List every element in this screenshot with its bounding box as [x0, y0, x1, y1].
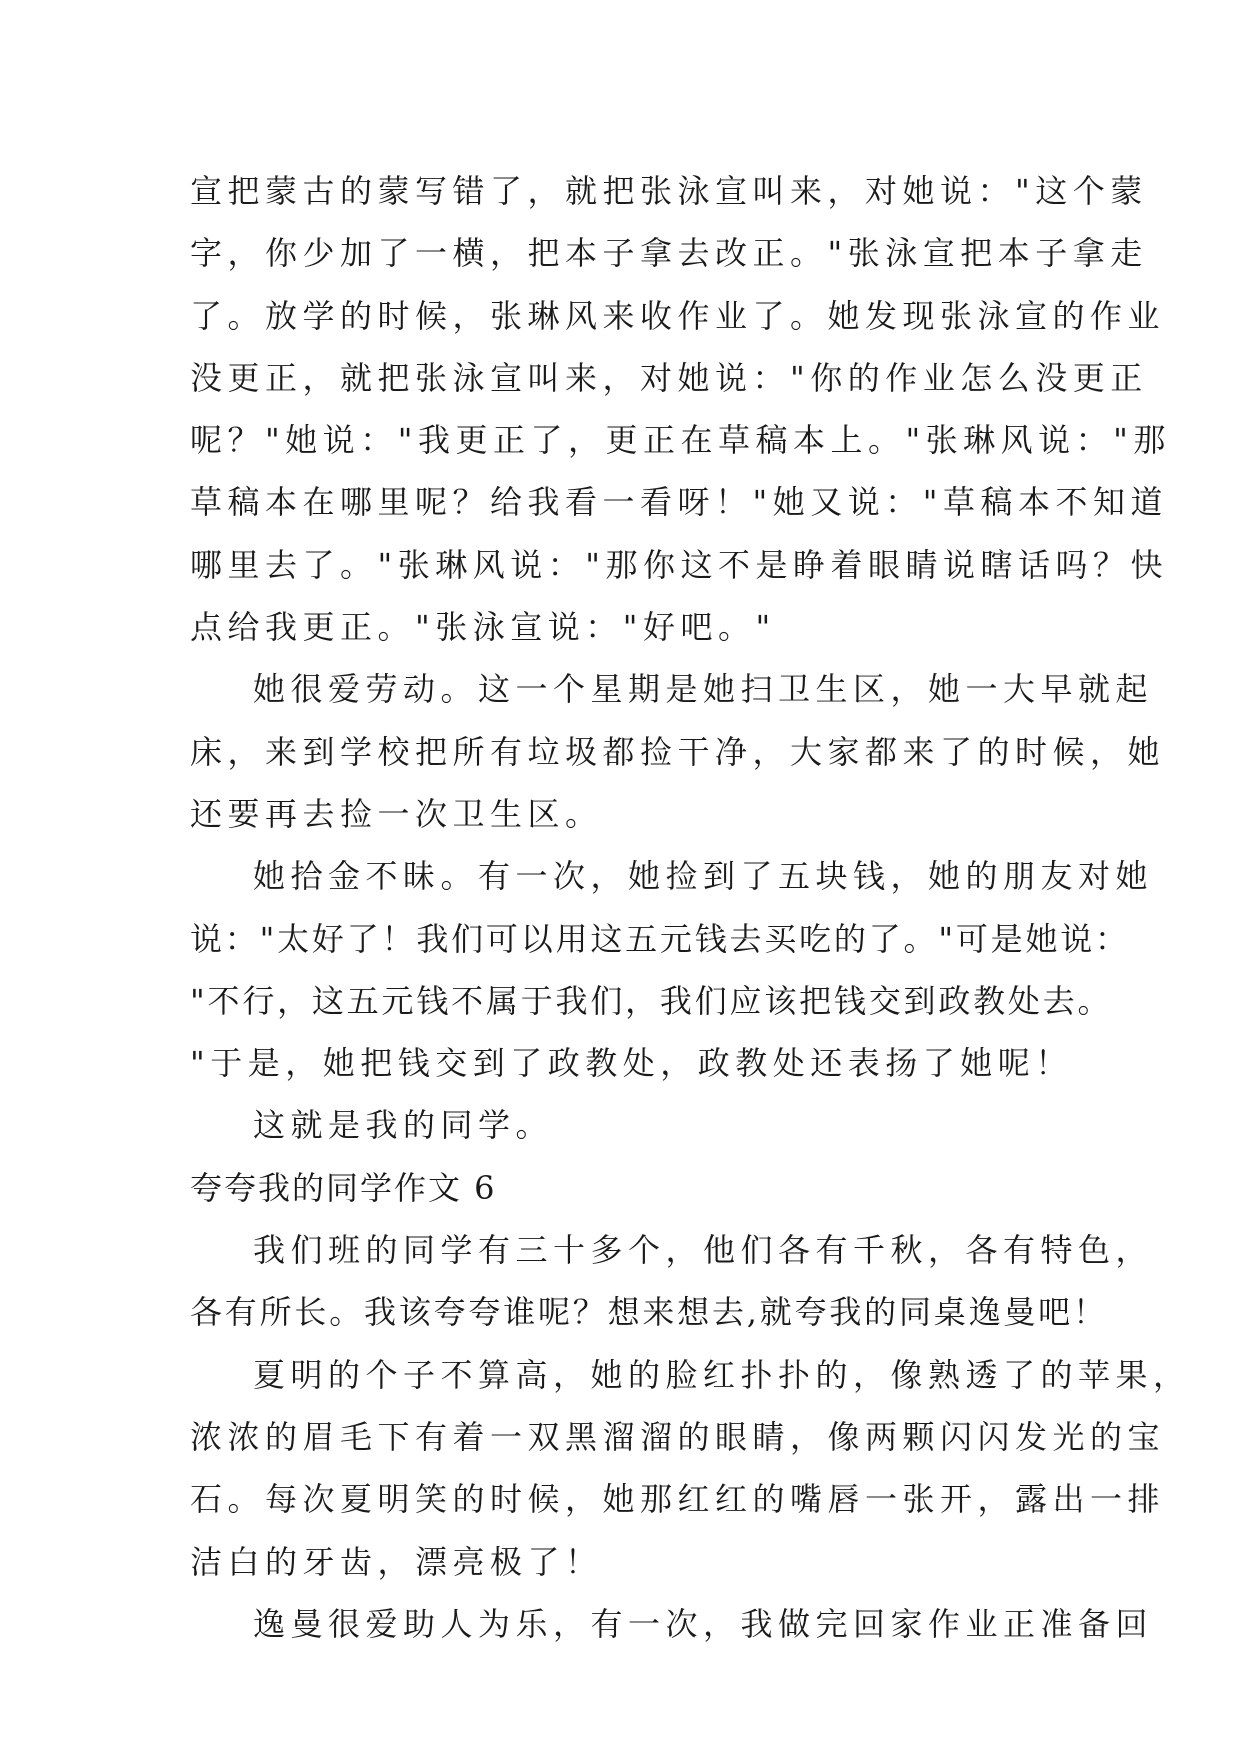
text-line: 说："太好了！我们可以用这五元钱去买吃的了。"可是她说： — [190, 919, 1130, 958]
text-line: 了。放学的时候，张琳风来收作业了。她发现张泳宣的作业 — [190, 296, 1166, 335]
text-line: 逸曼很爱助人为乐，有一次，我做完回家作业正准备回 — [253, 1604, 1154, 1643]
text-line: 她拾金不昧。有一次，她捡到了五块钱，她的朋友对她 — [253, 857, 1154, 896]
paragraph — [190, 845, 1154, 1094]
paragraph — [190, 1344, 1191, 1593]
text-line: 夏明的个子不算高，她的脸红扑扑的，像熟透了的苹果， — [253, 1355, 1191, 1394]
text-line: 她很爱劳动。这一个星期是她扫卫生区，她一大早就起 — [253, 670, 1154, 709]
section-heading — [190, 1157, 1050, 1219]
paragraph — [190, 1593, 1154, 1655]
heading-text: 夸夸我的同学作文 6 — [190, 1168, 497, 1207]
text-line: 呢？"她说："我更正了，更正在草稿本上。"张琳风说："那 — [190, 421, 1171, 460]
text-line: 我们班的同学有三十多个，他们各有千秋，各有特色， — [253, 1231, 1154, 1270]
paragraph — [190, 1094, 1050, 1156]
text-line: "于是，她把钱交到了政教处，政教处还表扬了她呢！ — [190, 1044, 1073, 1083]
paragraph — [190, 160, 1171, 658]
document-body — [190, 160, 1191, 1655]
text-line: 还要再去捡一次卫生区。 — [190, 794, 603, 833]
paragraph — [190, 658, 1166, 845]
text-line: 哪里去了。"张琳风说："那你这不是睁着眼睛说瞎话吗？快 — [190, 545, 1168, 584]
text-line: 点给我更正。"张泳宣说："好吧。" — [190, 608, 776, 647]
text-line: 宣把蒙古的蒙写错了，就把张泳宣叫来，对她说："这个蒙 — [190, 172, 1148, 210]
text-line: 浓浓的眉毛下有着一双黑溜溜的眼睛，像两颗闪闪发光的宝 — [190, 1417, 1166, 1456]
text-line: 各有所长。我该夸夸谁呢？想来想去,就夸我的同桌逸曼吧！ — [190, 1293, 1108, 1332]
text-line: "不行，这五元钱不属于我们，我们应该把钱交到政教处去。 — [190, 981, 1113, 1020]
paragraph — [190, 1219, 1154, 1344]
text-line: 石。每次夏明笑的时候，她那红红的嘴唇一张开，露出一排 — [190, 1480, 1166, 1519]
text-line: 床，来到学校把所有垃圾都捡干净，大家都来了的时候，她 — [190, 732, 1166, 771]
text-line: 洁白的牙齿，漂亮极了！ — [190, 1542, 603, 1581]
text-line: 没更正，就把张泳宣叫来，对她说："你的作业怎么没更正 — [190, 358, 1148, 397]
text-line: 字，你少加了一横，把本子拿去改正。"张泳宣把本子拿走 — [190, 234, 1148, 273]
text-line: 这就是我的同学。 — [253, 1106, 554, 1145]
text-line: 草稿本在哪里呢？给我看一看呀！"她又说："草稿本不知道 — [190, 483, 1168, 522]
